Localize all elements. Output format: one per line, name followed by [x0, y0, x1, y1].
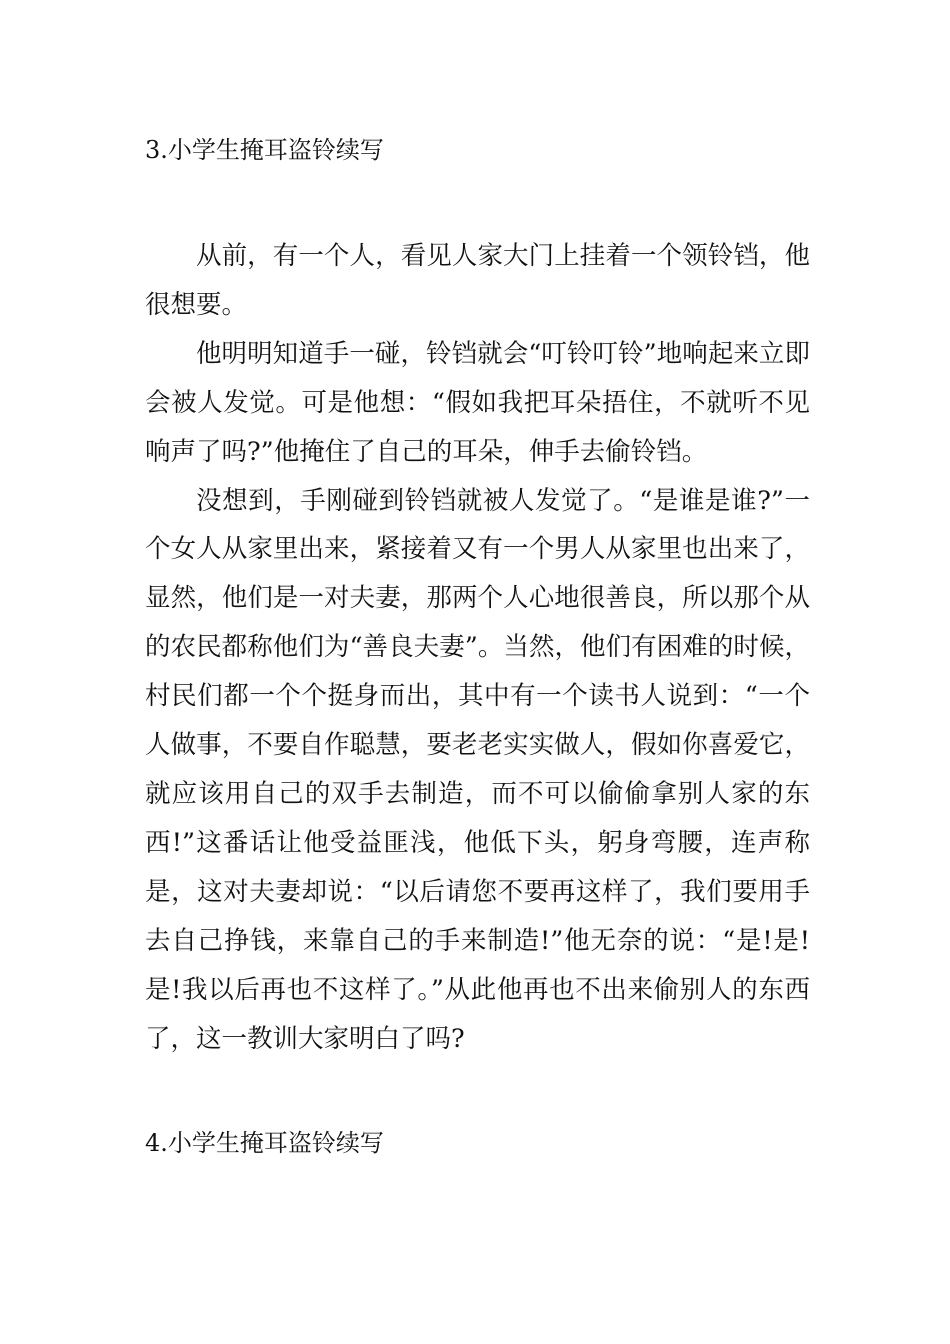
paragraph-2: 他明明知道手一碰，铃铛就会“叮铃叮铃”地响起来立即会被人发觉。可是他想：“假如我把耳朵捂住，不就听不见响声了吗?”他掩住了自己的耳朵，伸手去偷铃铛。 [145, 338, 810, 467]
section-body-3 [145, 232, 810, 1063]
section-heading-3: 3.小学生掩耳盗铃续写 [145, 136, 384, 164]
section-heading-4: 4.小学生掩耳盗铃续写 [145, 1129, 384, 1157]
paragraph-3: 没想到，手刚碰到铃铛就被人发觉了。“是谁是谁?”一个女人从家里出来，紧接着又有一个男人从家里也出来了，显然，他们是一对夫妻，那两个人心地很善良，所以那个从的农民都称他们为“善良夫妻”。当然，他们有困难的时候，村民们都一个个挺身而出，其中有一个读书人说到：“一个人做事，不要自作聪慧，要老老实实做人，假如你喜爱它，就应该用自己的双手去制造，而不可以偷偷拿别人家的东西!”这番话让他受益匪浅，他低下头，躬身弯腰，连声称是，这对夫妻却说：“以后请您不要再这样了，我们要用手去自己挣钱，来靠自己的手来制造!”他无奈的说：“是!是!是!我以后再也不这样了。”从此他再也不出来偷别人的东西了，这一教训大家明白了吗? [145, 485, 810, 1054]
paragraph-1: 从前，有一个人，看见人家大门上挂着一个领铃铛，他很想要。 [145, 241, 810, 320]
